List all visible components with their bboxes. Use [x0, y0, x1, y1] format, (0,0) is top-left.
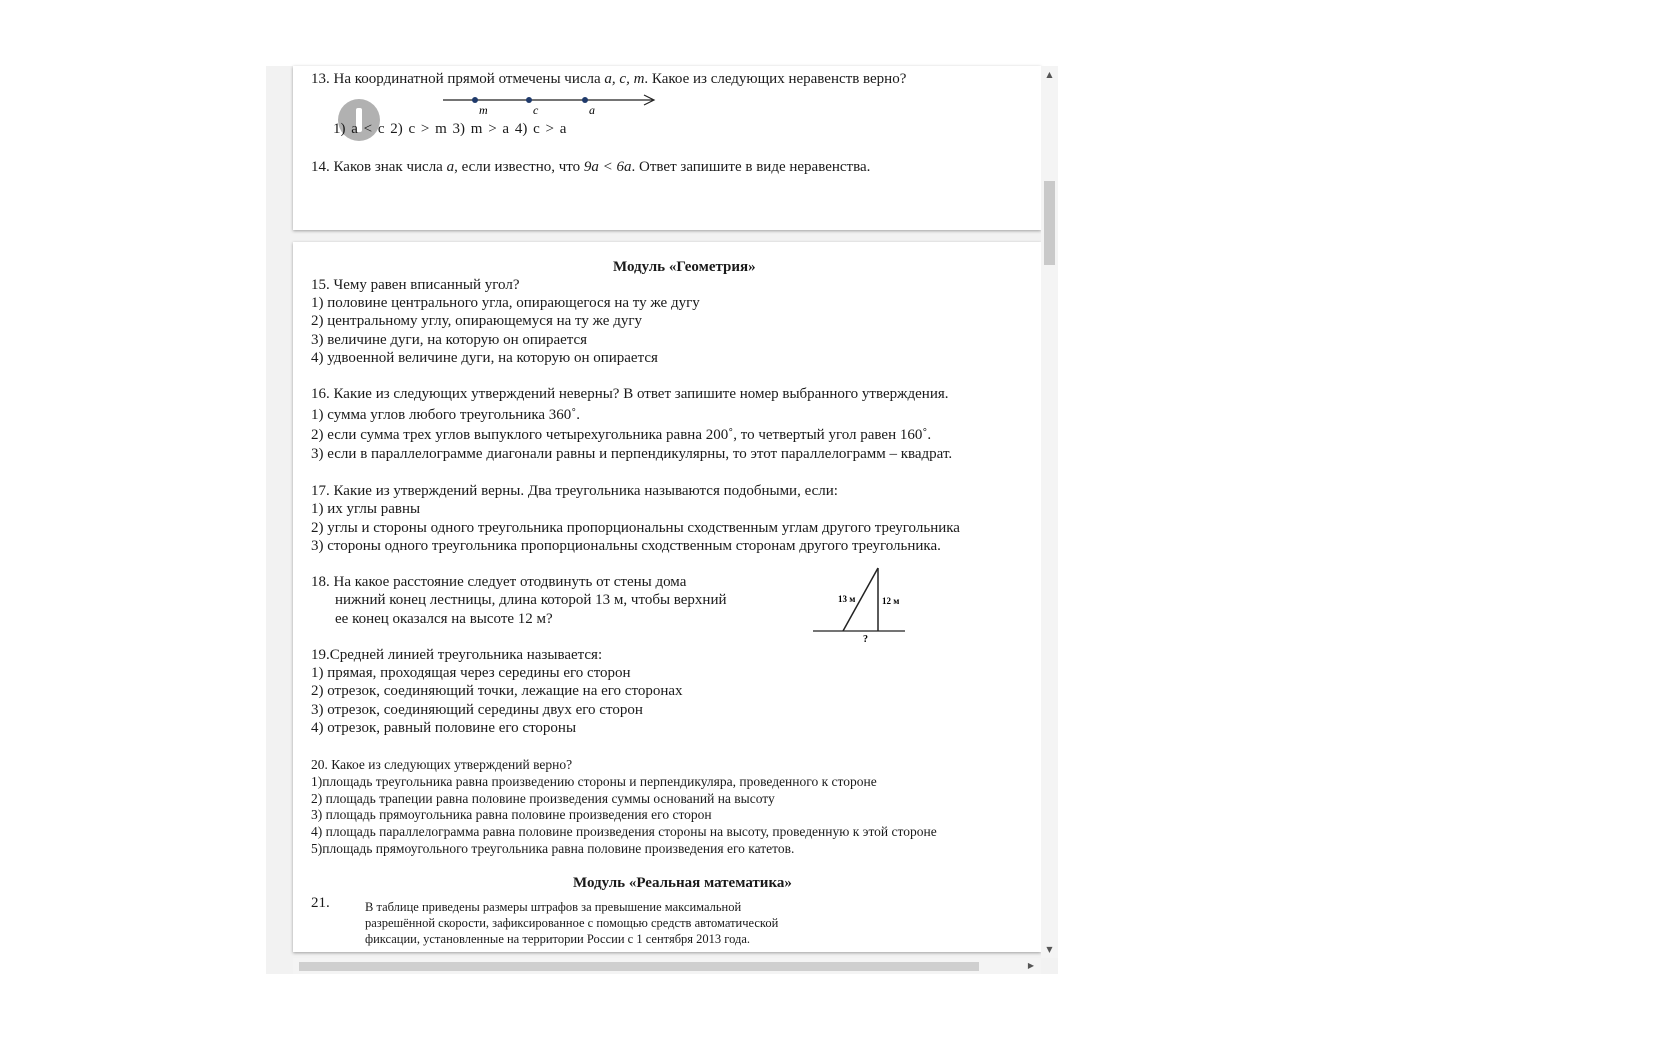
- geometry-module-title: Модуль «Геометрия»: [613, 259, 756, 275]
- horizontal-scrollbar[interactable]: [293, 958, 1041, 974]
- question-15-option-3: 3) величине дуги, на которую он опирается: [311, 332, 588, 348]
- question-17-option-2: 2) углы и стороны одного треугольника пропорциональны сходственным углам другого треугольника: [311, 520, 960, 536]
- document-page-1: [293, 66, 1041, 230]
- question-20-option-2: 2) площадь трапеции равна половине произведения суммы оснований на высоту: [311, 791, 775, 806]
- base-label: ?: [863, 634, 868, 645]
- document-viewer: [266, 66, 1058, 974]
- question-15-text: 15. Чему равен вписанный угол?: [311, 277, 520, 293]
- vertical-scrollbar[interactable]: [1041, 66, 1058, 958]
- scroll-up-icon[interactable]: ▲: [1046, 70, 1053, 79]
- question-17-option-3: 3) стороны одного треугольника пропорциональны сходственным сторонам другого треугольника.: [311, 538, 941, 554]
- number-line-label-a: a: [589, 103, 595, 117]
- question-15-option-1: 1) половине центрального угла, опирающегося на ту же дугу: [311, 295, 700, 311]
- question-14-text: 14. Каков знак числа: [311, 159, 447, 175]
- question-14-tail: . Ответ запишите в виде неравенства.: [631, 159, 871, 175]
- question-16-option-2: 2) если сумма трех углов выпуклого четырехугольника равна 200˚, то четвертый угол равен 160˚.: [311, 427, 932, 443]
- question-13: [311, 70, 906, 88]
- question-19-option-3: 3) отрезок, соединяющий середины двух его сторон: [311, 702, 643, 718]
- question-14-variable: a: [446, 159, 455, 175]
- question-19-text: 19.Средней линией треугольника называется:: [311, 647, 603, 663]
- scroll-down-icon[interactable]: ▼: [1046, 945, 1053, 954]
- ladder-figure: [813, 566, 943, 650]
- question-16-option-3: 3) если в параллелограмме диагонали равны и перпендикулярны, то этот параллелограмм – квадрат.: [311, 446, 953, 462]
- real-math-module-title: Модуль «Реальная математика»: [573, 875, 792, 891]
- ladder-label: 13 м: [838, 594, 856, 604]
- question-14-middle: , если известно, что: [454, 159, 584, 175]
- number-line: [443, 90, 683, 120]
- number-line-point-m: [472, 97, 478, 103]
- question-13-variables: a, c, m: [604, 71, 645, 87]
- wall-label: 12 м: [882, 596, 900, 606]
- question-13-tail: . Какое из следующих неравенств верно?: [644, 71, 907, 87]
- question-18-line-1: 18. На какое расстояние следует отодвинуть от стены дома: [311, 574, 687, 590]
- number-line-label-m: m: [479, 103, 488, 117]
- horizontal-scroll-thumb[interactable]: [299, 962, 979, 971]
- question-21-number: 21.: [311, 895, 330, 911]
- question-16-text: 16. Какие из следующих утверждений неверны? В ответ запишите номер выбранного утверждения.: [311, 386, 949, 402]
- question-19-option-4: 4) отрезок, равный половине его стороны: [311, 720, 577, 736]
- vertical-scroll-thumb[interactable]: [1044, 181, 1055, 265]
- scroll-right-icon[interactable]: ▶: [1027, 961, 1035, 970]
- question-21-line-1: В таблице приведены размеры штрафов за превышение максимальной: [365, 900, 742, 914]
- question-18-line-2: нижний конец лестницы, длина которой 13 м, чтобы верхний: [335, 592, 727, 608]
- question-15-option-2: 2) центральному углу, опирающемуся на ту же дугу: [311, 313, 642, 329]
- question-19-option-2: 2) отрезок, соединяющий точки, лежащие на его сторонах: [311, 683, 683, 699]
- question-17-option-1: 1) их углы равны: [311, 501, 421, 517]
- question-19-option-1: 1) прямая, проходящая через середины его сторон: [311, 665, 631, 681]
- question-14-expression: 9a < 6a: [583, 159, 632, 175]
- question-21-line-3: фиксации, установленные на территории России с 1 сентября 2013 года.: [365, 932, 751, 946]
- question-21-line-2: разрешённой скорости, зафиксированное с помощью средств автоматической: [365, 916, 779, 930]
- question-14: [311, 158, 870, 176]
- question-15-option-4: 4) удвоенной величине дуги, на которую он опирается: [311, 350, 658, 366]
- question-20-text: 20. Какое из следующих утверждений верно?: [311, 757, 573, 772]
- number-line-point-c: [526, 97, 532, 103]
- question-20-option-3: 3) площадь прямоугольника равна половине произведения его сторон: [311, 807, 712, 822]
- question-13-options: 1) a < c 2) c > m 3) m > a 4) c > a: [333, 121, 567, 137]
- question-20-option-5: 5)площадь прямоугольного треугольника равна половине произведения его катетов.: [311, 841, 795, 856]
- question-13-text: 13. На координатной прямой отмечены числа: [311, 71, 605, 87]
- question-18-line-3: ее конец оказался на высоте 12 м?: [335, 611, 553, 627]
- question-16-option-1: 1) сумма углов любого треугольника 360˚.: [311, 407, 581, 423]
- number-line-label-c: c: [533, 103, 539, 117]
- document-page-2: [293, 242, 1041, 952]
- question-17-text: 17. Какие из утверждений верны. Два треугольника называются подобными, если:: [311, 483, 838, 499]
- question-20-option-4: 4) площадь параллелограмма равна половине произведения стороны на высоту, проведенную к этой стороне: [311, 824, 937, 839]
- question-20-option-1: 1)площадь треугольника равна произведению стороны и перпендикуляра, проведенного к стороне: [311, 774, 877, 789]
- number-line-point-a: [582, 97, 588, 103]
